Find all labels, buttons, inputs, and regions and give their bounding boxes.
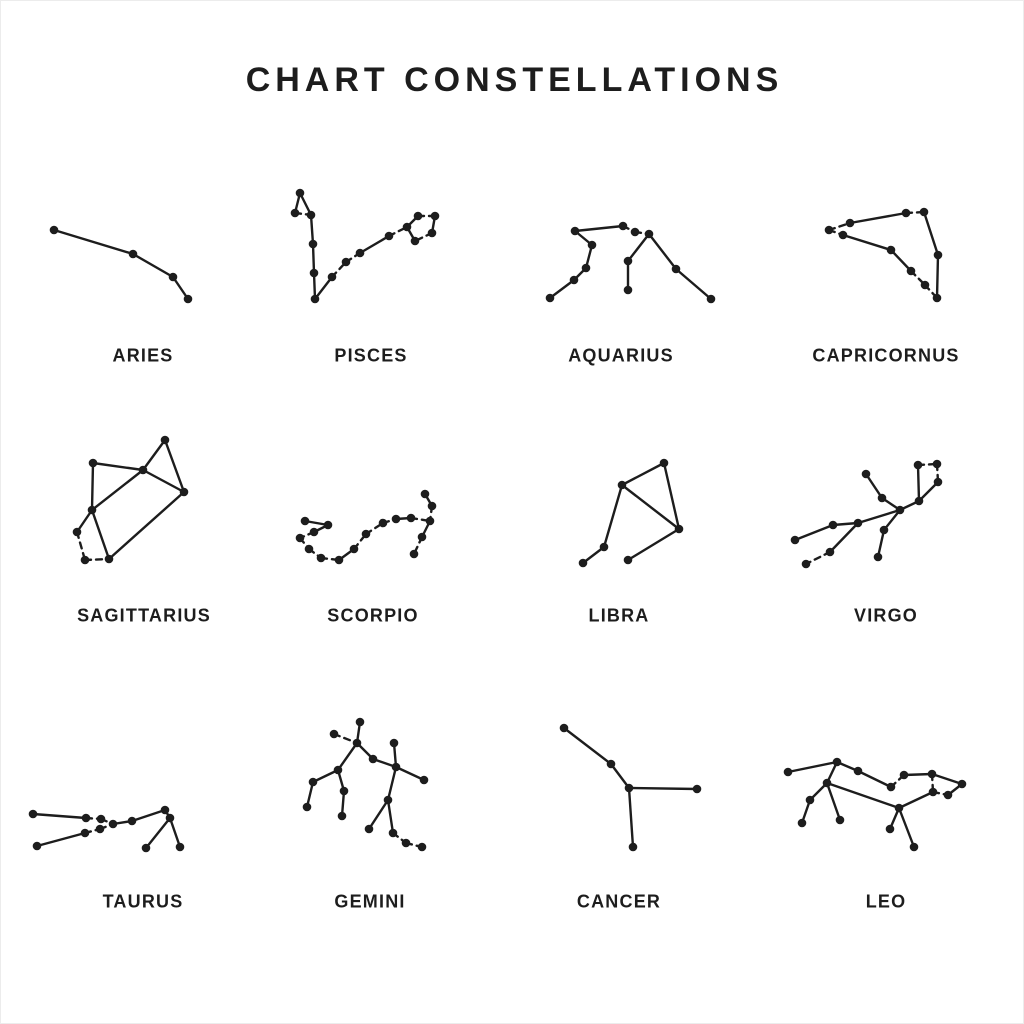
star-dot-virgo: [826, 548, 835, 557]
star-dot-gemini: [330, 730, 339, 739]
star-dot-pisces: [291, 209, 300, 218]
star-dot-scorpio: [410, 550, 419, 559]
constellation-line-taurus: [37, 833, 85, 846]
constellation-line-sagittarius: [77, 532, 85, 560]
constellation-line-leo: [858, 771, 891, 787]
star-dot-aquarius: [631, 228, 640, 237]
star-dot-virgo: [854, 519, 863, 528]
star-dot-gemini: [340, 787, 349, 796]
star-dot-sagittarius: [139, 466, 148, 475]
constellation-line-aries: [54, 230, 133, 254]
star-dot-virgo: [874, 553, 883, 562]
constellation-line-libra: [622, 463, 664, 485]
star-dot-cancer: [607, 760, 616, 769]
star-dot-scorpio: [407, 514, 416, 523]
star-dot-pisces: [411, 237, 420, 246]
star-dot-virgo: [934, 478, 943, 487]
star-dot-leo: [928, 770, 937, 779]
constellation-label-scorpio: SCORPIO: [327, 605, 419, 626]
constellation-line-taurus: [146, 818, 170, 848]
star-dot-aries: [169, 273, 178, 282]
star-dot-aquarius: [570, 276, 579, 285]
star-dot-cancer: [560, 724, 569, 733]
constellation-line-sagittarius: [143, 440, 165, 470]
constellation-pisces: [291, 189, 440, 304]
star-dot-gemini: [369, 755, 378, 764]
constellation-line-capricornus: [937, 255, 938, 298]
constellation-line-virgo: [866, 474, 882, 498]
constellation-libra: [579, 459, 684, 568]
star-dot-capricornus: [933, 294, 942, 303]
star-dot-sagittarius: [161, 436, 170, 445]
constellation-label-aries: ARIES: [112, 345, 174, 366]
constellation-line-virgo: [918, 465, 919, 501]
constellation-line-virgo: [795, 525, 833, 540]
constellation-line-taurus: [33, 814, 86, 818]
star-dot-scorpio: [426, 517, 435, 526]
constellation-line-gemini: [338, 743, 357, 770]
star-dot-aquarius: [571, 227, 580, 236]
star-dot-virgo: [880, 526, 889, 535]
constellation-line-sagittarius: [92, 470, 143, 510]
star-dot-pisces: [307, 211, 316, 220]
star-dot-scorpio: [379, 519, 388, 528]
star-dot-taurus: [81, 829, 90, 838]
star-dot-gemini: [389, 829, 398, 838]
constellation-label-aquarius: AQUARIUS: [568, 345, 674, 366]
star-dot-gemini: [418, 843, 427, 852]
star-dot-leo: [886, 825, 895, 834]
star-dot-scorpio: [362, 530, 371, 539]
constellation-line-sagittarius: [92, 463, 93, 510]
star-dot-aquarius: [588, 241, 597, 250]
star-dot-libra: [600, 543, 609, 552]
star-dot-aquarius: [645, 230, 654, 239]
star-dot-leo: [833, 758, 842, 767]
constellation-line-aquarius: [550, 280, 574, 298]
constellation-label-sagittarius: SAGITTARIUS: [77, 605, 211, 626]
star-dot-aquarius: [619, 222, 628, 231]
star-dot-sagittarius: [105, 555, 114, 564]
star-dot-leo: [836, 816, 845, 825]
constellation-line-taurus: [170, 818, 180, 847]
star-dot-pisces: [414, 212, 423, 221]
constellation-label-cancer: CANCER: [576, 891, 662, 912]
constellation-line-gemini: [396, 767, 424, 780]
constellation-line-sagittarius: [92, 510, 109, 559]
star-dot-capricornus: [887, 246, 896, 255]
star-dot-leo: [784, 768, 793, 777]
star-dot-gemini: [390, 739, 399, 748]
constellation-label-virgo: VIRGO: [853, 605, 919, 626]
constellation-line-leo: [827, 783, 840, 820]
star-dot-aquarius: [624, 257, 633, 266]
star-dot-scorpio: [310, 528, 319, 537]
star-dot-taurus: [96, 825, 105, 834]
star-dot-virgo: [915, 497, 924, 506]
star-dot-gemini: [356, 718, 365, 727]
star-dot-leo: [895, 804, 904, 813]
star-dot-scorpio: [418, 533, 427, 542]
star-dot-cancer: [629, 843, 638, 852]
star-dot-taurus: [128, 817, 137, 826]
star-dot-capricornus: [920, 208, 929, 217]
constellation-line-capricornus: [843, 235, 891, 250]
star-dot-pisces: [309, 240, 318, 249]
star-dot-taurus: [166, 814, 175, 823]
star-dot-virgo: [802, 560, 811, 569]
star-dot-libra: [660, 459, 669, 468]
star-dot-aries: [50, 226, 59, 235]
star-dot-taurus: [33, 842, 42, 851]
star-dot-leo: [910, 843, 919, 852]
star-dot-aquarius: [582, 264, 591, 273]
star-dot-capricornus: [921, 281, 930, 290]
star-dot-aquarius: [672, 265, 681, 274]
star-dot-taurus: [176, 843, 185, 852]
star-dot-aries: [129, 250, 138, 259]
star-dot-leo: [806, 796, 815, 805]
constellation-taurus: [29, 806, 185, 853]
star-dot-capricornus: [839, 231, 848, 240]
constellation-line-aquarius: [649, 234, 676, 269]
star-dot-scorpio: [317, 554, 326, 563]
star-dot-aries: [184, 295, 193, 304]
star-dot-gemini: [392, 763, 401, 772]
star-dot-scorpio: [428, 502, 437, 511]
constellation-line-gemini: [369, 800, 388, 829]
star-dot-leo: [900, 771, 909, 780]
star-dot-pisces: [296, 189, 305, 198]
constellation-line-cancer: [629, 788, 697, 789]
star-dot-taurus: [82, 814, 91, 823]
star-dot-taurus: [142, 844, 151, 853]
star-dot-scorpio: [350, 545, 359, 554]
constellation-line-libra: [604, 485, 622, 547]
constellation-line-pisces: [360, 236, 389, 253]
constellation-cancer: [560, 724, 702, 852]
constellation-capricornus: [825, 208, 943, 303]
star-dot-sagittarius: [180, 488, 189, 497]
star-dot-aquarius: [546, 294, 555, 303]
constellation-line-leo: [899, 808, 914, 847]
star-dot-libra: [618, 481, 627, 490]
constellation-line-aries: [133, 254, 173, 277]
star-dot-pisces: [342, 258, 351, 267]
constellation-line-pisces: [311, 215, 313, 244]
star-dot-virgo: [878, 494, 887, 503]
star-dot-gemini: [384, 796, 393, 805]
star-dot-leo: [887, 783, 896, 792]
star-dot-leo: [798, 819, 807, 828]
star-dot-scorpio: [324, 521, 333, 530]
constellation-label-pisces: PISCES: [334, 345, 408, 366]
constellation-scorpio: [296, 490, 437, 565]
star-dot-pisces: [431, 212, 440, 221]
star-dot-virgo: [862, 470, 871, 479]
star-dot-gemini: [365, 825, 374, 834]
constellation-virgo: [791, 460, 943, 569]
star-dot-gemini: [402, 839, 411, 848]
constellation-line-leo: [932, 774, 962, 784]
constellation-line-cancer: [564, 728, 611, 764]
star-dot-pisces: [311, 295, 320, 304]
constellation-line-gemini: [388, 800, 393, 833]
constellation-canvas: [1, 1, 1023, 1023]
star-dot-aquarius: [624, 286, 633, 295]
star-dot-gemini: [420, 776, 429, 785]
star-dot-libra: [675, 525, 684, 534]
star-dot-cancer: [693, 785, 702, 794]
star-dot-leo: [854, 767, 863, 776]
star-dot-sagittarius: [73, 528, 82, 537]
star-dot-gemini: [353, 739, 362, 748]
star-dot-taurus: [161, 806, 170, 815]
star-dot-pisces: [403, 223, 412, 232]
constellation-line-capricornus: [891, 250, 911, 271]
constellation-label-capricornus: CAPRICORNUS: [812, 345, 960, 366]
constellation-sagittarius: [73, 436, 189, 565]
star-dot-scorpio: [301, 517, 310, 526]
star-dot-capricornus: [846, 219, 855, 228]
page-title: CHART CONSTELLATIONS: [245, 61, 784, 99]
constellation-line-cancer: [629, 788, 633, 847]
constellation-line-taurus: [132, 810, 165, 821]
star-dot-scorpio: [335, 556, 344, 565]
star-dot-gemini: [309, 778, 318, 787]
star-dot-leo: [958, 780, 967, 789]
star-dot-scorpio: [421, 490, 430, 499]
star-dot-capricornus: [825, 226, 834, 235]
star-dot-pisces: [356, 249, 365, 258]
constellation-line-leo: [788, 762, 837, 772]
star-dot-capricornus: [907, 267, 916, 276]
constellation-line-pisces: [313, 244, 314, 273]
constellation-line-capricornus: [850, 213, 906, 223]
star-dot-sagittarius: [88, 506, 97, 515]
constellation-line-cancer: [611, 764, 629, 788]
constellation-aquarius: [546, 222, 716, 304]
star-dot-pisces: [385, 232, 394, 241]
star-dot-pisces: [428, 229, 437, 238]
constellation-leo: [784, 758, 967, 852]
constellation-line-aquarius: [575, 226, 623, 231]
star-dot-virgo: [933, 460, 942, 469]
constellation-line-libra: [628, 529, 679, 560]
star-dot-pisces: [328, 273, 337, 282]
star-dot-virgo: [896, 506, 905, 515]
star-dot-taurus: [109, 820, 118, 829]
star-dot-leo: [929, 788, 938, 797]
star-dot-leo: [823, 779, 832, 788]
constellation-line-gemini: [388, 767, 396, 800]
star-dot-leo: [944, 791, 953, 800]
star-dot-pisces: [310, 269, 319, 278]
star-dot-aquarius: [707, 295, 716, 304]
star-dot-capricornus: [934, 251, 943, 260]
star-dot-scorpio: [392, 515, 401, 524]
constellation-line-leo: [899, 792, 933, 808]
star-dot-virgo: [914, 461, 923, 470]
constellation-line-capricornus: [924, 212, 938, 255]
constellation-label-libra: LIBRA: [588, 605, 650, 626]
constellation-line-aquarius: [628, 234, 649, 261]
star-dot-taurus: [97, 815, 106, 824]
star-dot-sagittarius: [89, 459, 98, 468]
constellation-label-gemini: GEMINI: [334, 891, 406, 912]
constellation-gemini: [303, 718, 429, 852]
constellation-aries: [50, 226, 193, 304]
constellation-line-aquarius: [676, 269, 711, 299]
star-dot-taurus: [29, 810, 38, 819]
star-dot-scorpio: [305, 545, 314, 554]
star-dot-gemini: [338, 812, 347, 821]
constellation-line-sagittarius: [109, 492, 184, 559]
star-dot-capricornus: [902, 209, 911, 218]
star-dot-gemini: [334, 766, 343, 775]
star-dot-virgo: [829, 521, 838, 530]
constellation-label-leo: LEO: [865, 891, 907, 912]
star-dot-gemini: [303, 803, 312, 812]
star-dot-libra: [579, 559, 588, 568]
star-dot-virgo: [791, 536, 800, 545]
constellation-label-taurus: TAURUS: [102, 891, 184, 912]
star-dot-cancer: [625, 784, 634, 793]
star-dot-libra: [624, 556, 633, 565]
constellation-line-sagittarius: [93, 463, 143, 470]
star-dot-sagittarius: [81, 556, 90, 565]
star-dot-scorpio: [296, 534, 305, 543]
